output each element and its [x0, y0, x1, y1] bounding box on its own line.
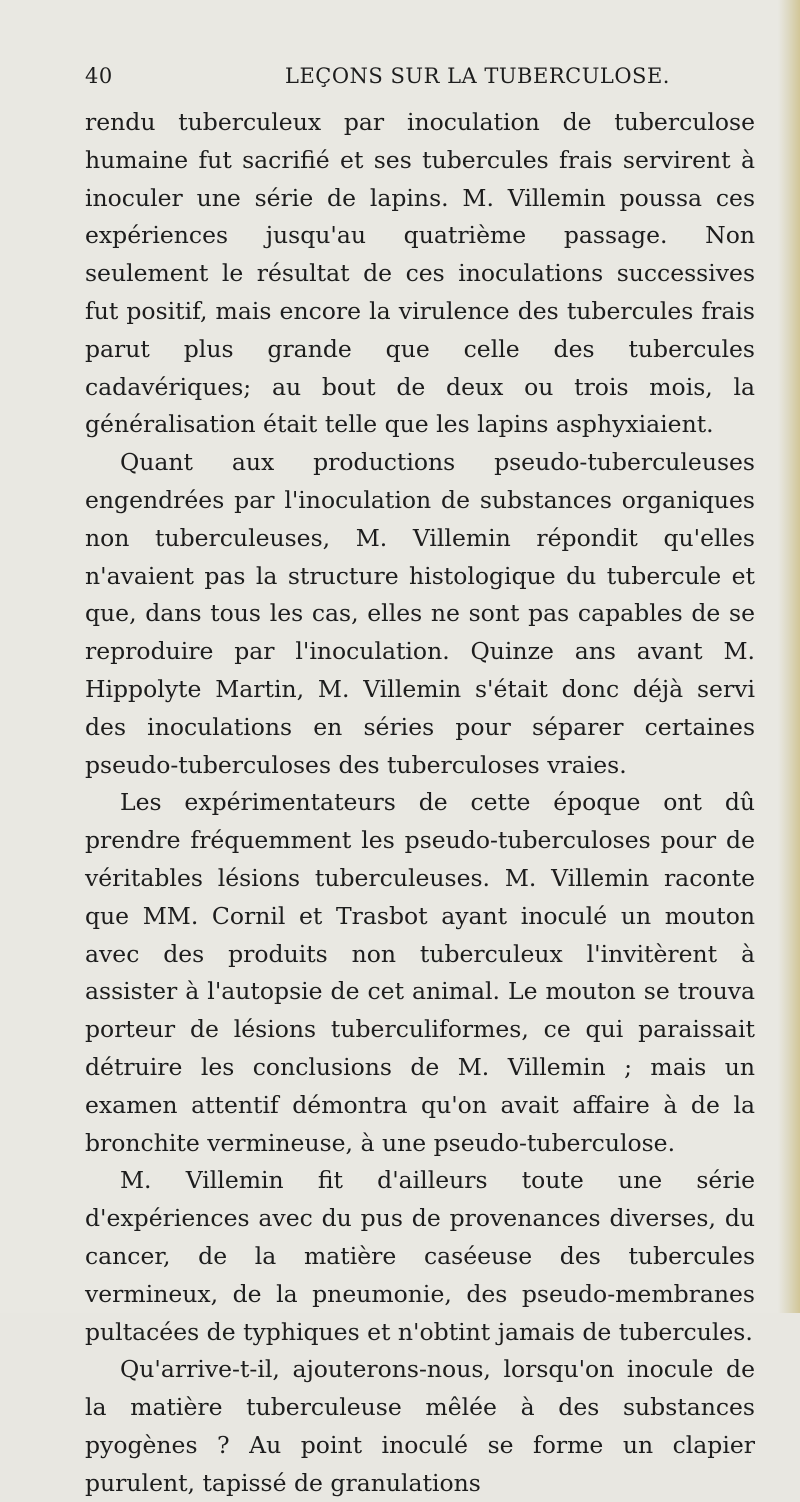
- paragraph: Qu'arrive-t-il, ajouterons-nous, lorsqu'on inocule de la matière tuberculeuse mêlée à des substances pyogènes ? Au point inoculé se forme un clapier purulent, tapissé de granulations: [85, 1355, 755, 1497]
- paragraph-continued: rendu tuberculeux par inoculation de tuberculose humaine fut sacrifié et ses tubercules frais servirent à inoculer une série de lapins. M. Villemin poussa ces expériences jusqu'au quatrième passage. Non seulement le résultat de ces inoculations successives fut positif, mais encore la virulence des tubercules frais parut plus grande que celle des tubercules cadavériques; au bout de deux ou trois mois, la généralisation était telle que les lapins asphyxiaient.: [85, 108, 755, 439]
- page-edge-shadow: [778, 0, 800, 1313]
- page-header: [85, 64, 745, 94]
- paragraph: M. Villemin fit d'ailleurs toute une série d'expériences avec du pus de provenances diverses, du cancer, de la matière caséeuse des tubercules vermineux, de la pneumonie, des pseudo-membranes pultacées de typhiques et n'obtint jamais de tubercules.: [85, 1166, 755, 1346]
- page-number: 40: [85, 64, 113, 88]
- paragraph: Les expérimentateurs de cette époque ont dû prendre fréquemment les pseudo-tuberculoses pour de véritables lésions tuberculeuses. M. Villemin raconte que MM. Cornil et Trasbot ayant inoculé un mouton avec des produits non tuberculeux l'invitèrent à assister à l'autopsie de cet animal. Le mouton se trouva porteur de lésions tuberculiformes, ce qui paraissait détruire les conclusions de M. Villemin ; mais un examen attentif démontra qu'on avait affaire à de la bronchite vermineuse, à une pseudo-tuberculose.: [85, 788, 755, 1157]
- running-title: LEÇONS SUR LA TUBERCULOSE.: [285, 64, 670, 88]
- body-text: [85, 104, 755, 1502]
- paragraph: Quant aux productions pseudo-tuberculeuses engendrées par l'inoculation de substances organiques non tuberculeuses, M. Villemin répondit qu'elles n'avaient pas la structure histologique du tubercule et que, dans tous les cas, elles ne sont pas capables de se reproduire par l'inoculation. Quinze ans avant M. Hippolyte Martin, M. Villemin s'était donc déjà servi des inoculations en séries pour séparer certaines pseudo-tuberculoses des tuberculoses vraies.: [85, 448, 755, 779]
